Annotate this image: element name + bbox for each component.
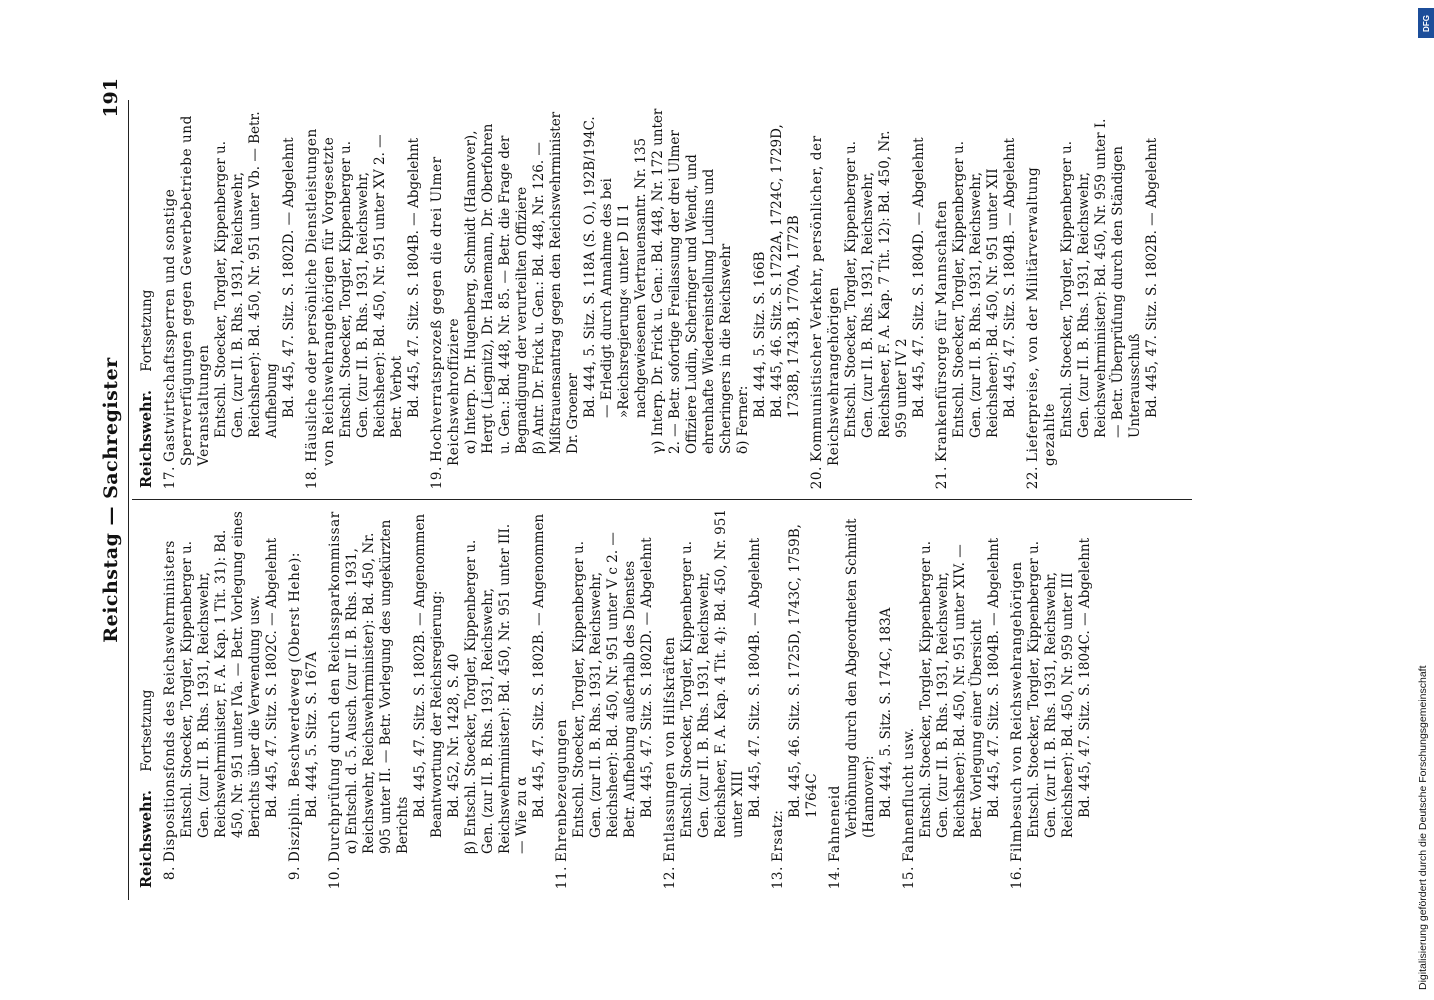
index-entry: [1025, 108, 1161, 488]
entry-title: Disziplin. Beschwerdeweg (Oberst Hehe):: [287, 552, 303, 862]
index-entry: [770, 508, 821, 888]
entry-reference: Bd. 445, 46. Sitz. S. 1725D, 1743C, 1759B, 1764C: [787, 524, 820, 818]
page-number: 191: [100, 78, 122, 118]
entry-title-row: [770, 508, 787, 888]
entry-reference: Bd. 444, 5. Sitz. S. 118A (S. O.), 192B/194C. — Erledigt durch Annahme des bei »Reichsregierung« unter D II 1 nachgewiesenen Vertrauensantr. Nr. 135: [582, 116, 649, 418]
entry-number: 10.: [327, 866, 343, 890]
entry-title: Häusliche oder persönliche Dienstleistungen von Reichswehrangehörigen für Vorgesetzte: [304, 128, 337, 466]
entry-number: 16.: [1009, 866, 1025, 890]
column-rule: [132, 499, 1192, 500]
entry-title-row: [162, 108, 213, 488]
index-entry: [934, 108, 1019, 488]
entry-reference: Bd. 445, 47. Sitz. S. 1802D. — Abgelehnt: [639, 537, 655, 818]
entry-line: Entschl. Stoecker, Torgler, Kippenberger u. Gen. (zur II. B. Rhs. 1931, Reichswehr, Reichsheer): Bd. 450, Nr. 951 unter XII: [951, 141, 1001, 438]
entry-number: 14.: [827, 866, 843, 890]
entry-title-row: [1009, 508, 1026, 888]
entry-title-row: [1025, 108, 1059, 488]
index-entry: [901, 508, 1003, 888]
digitization-note: Digitalisierung gefördert durch die Deutsche Forschungsgemeinschaft: [1417, 665, 1429, 990]
header-rule: [128, 100, 129, 900]
entry-title: Fahneneid: [827, 785, 843, 862]
index-entry: [304, 108, 423, 488]
entry-title-row: [554, 508, 571, 888]
dfg-logo: [1418, 8, 1434, 38]
entry-title-row: [287, 508, 304, 888]
entry-number: 22.: [1025, 466, 1041, 490]
left-column-heading-row: [138, 508, 156, 888]
entry-title: Lieferpreise, von der Militärverwaltung gezahlte: [1025, 166, 1058, 466]
entry-number: 13.: [770, 866, 786, 890]
entry-number: 11.: [554, 866, 570, 890]
entry-title-row: [809, 108, 843, 488]
left-column: [138, 508, 1094, 888]
entry-number: 19.: [429, 466, 445, 490]
entry-line: Entschl. Stoecker, Torgler, Kippenberger u. Gen. (zur II. B. Rhs. 1931, Reichswehr, Reichsheer): Bd. 450, Nr. 951 unter V c 2. — Betr. Aufhebung außerhalb des Dienstes: [571, 532, 638, 838]
entry-line: α) Entschl. d. 5. Ausch. (zur II. B. Rhs. 1931, Reichswehr, Reichswehrminister): Bd. 450, Nr. 905 unter II. — Betr. Vorlegung des ungekürzten Berichts: [344, 519, 411, 854]
index-entry: [162, 108, 298, 488]
entry-line: Entschl. Stoecker, Torgler, Kippenberger u. Gen. (zur II. B. Rhs. 1931, Reichswehr, Reichsheer): Bd. 450, Nr. 959 unter III: [1026, 541, 1076, 838]
entry-reference: Bd. 445, 47. Sitz. S. 1804B. — Abgelehnt: [1002, 137, 1018, 418]
entry-reference: Bd. 445, 47. Sitz. S. 1804D. — Abgelehnt: [911, 137, 927, 418]
entry-number: 9.: [287, 866, 303, 881]
entry-number: 8.: [162, 866, 178, 881]
entry-reference: Bd. 445, 47. Sitz. S. 1802B. — Abgelehnt: [1144, 137, 1160, 418]
entry-title-row: [827, 508, 844, 888]
entry-reference: Bd. 445, 47. Sitz. S. 1802D. — Abgelehnt: [281, 137, 297, 418]
entry-title: Entlassungen von Hilfskräften: [662, 636, 678, 862]
entry-line: Entschl. Stoecker, Torgler, Kippenberger u. Gen. (zur II. B. Rhs. 1931, Reichswehr, Reichswehrminister): Bd. 450, Nr. 959 unter I. — Betr. Überprüfung durch den Ständigen Unterausschuß: [1059, 118, 1143, 438]
entry-number: 20.: [809, 466, 825, 490]
right-column: [138, 108, 1161, 488]
entry-reference: Bd. 444, 5. Sitz. S. 174C, 183A: [878, 607, 894, 818]
running-head: Reichstag — Sachregister: [100, 357, 122, 643]
entry-number: 15.: [901, 866, 917, 890]
entry-title: Gastwirtschaftssperren und sonstige Sperrverfügungen gegen Gewerbebetriebe und Veranstaltungen: [162, 115, 212, 466]
entry-line: δ) Ferner:: [735, 385, 751, 454]
entry-reference: Bd. 445, 47. Sitz. S. 1804B. — Abgelehnt: [406, 137, 422, 418]
entry-reference: Bd. 445, 47. Sitz. S. 1804B. — Abgelehnt: [747, 537, 763, 818]
index-entry: [662, 508, 764, 888]
entry-title: Dispositionsfonds des Reichswehrministers: [162, 540, 178, 862]
entry-reference: Bd. 445, 47. Sitz. S. 1802B. — Angenommen: [531, 513, 547, 818]
entry-line: Entschl. Stoecker, Torgler, Kippenberger u. Gen. (zur II. B. Rhs. 1931, Reichswehr, Reichsheer, F. A. Kap. 7 Tit. 12): Bd. 450, Nr. 959 unter IV 2: [843, 130, 910, 438]
entry-number: 17.: [162, 466, 178, 490]
right-column-heading-row: [138, 108, 156, 488]
entry-title-row: [327, 508, 344, 888]
entry-line: Entschl. Stoecker, Torgler, Kippenberger u. Gen. (zur II. B. Rhs. 1931, Reichswehr, Reichsheer): Bd. 450, Nr. 951 unter XIV. — Betr. Vorlegung einer Übersicht: [918, 541, 985, 838]
index-entry: [1009, 508, 1094, 888]
entry-title-row: [901, 508, 918, 888]
entry-number: 12.: [662, 866, 678, 890]
entry-title-row: [662, 508, 679, 888]
left-column-heading: Reichswehr.: [138, 790, 155, 888]
entry-title: Ehrenbezeugungen: [554, 718, 570, 862]
entry-reference: Bd. 445, 47. Sitz. S. 1804B. — Abgelehnt: [986, 537, 1002, 818]
right-column-continuation: Fortsetzung: [139, 289, 155, 372]
entry-line: Entschl. Stoecker, Torgler, Kippenberger u. Gen. (zur II. B. Rhs. 1931, Reichswehr, Reichswehrminister, F. A. Kap. 1 Tit. 31): Bd. 450, Nr. 951 unter IVa. — Betr. Vorlegung eines Berichts über die Verwendung usw.: [179, 511, 263, 838]
dfg-logo-text: DFG: [1421, 14, 1431, 32]
entry-title: Fahnenflucht usw.: [901, 727, 917, 862]
entry-reference: Bd. 452, Nr. 1428, S. 40: [446, 653, 462, 818]
entry-title: Hochverratsprozeß gegen die drei Ulmer Reichswehroffiziere: [429, 156, 462, 466]
index-entry: [554, 508, 656, 888]
entry-number: 21.: [934, 466, 950, 490]
entry-line: Entschl. Stoecker, Torgler, Kippenberger u. Gen. (zur II. B. Rhs. 1931, Reichswehr, Reichsheer): Bd. 450, Nr. 951 unter XV 2. — Betr. Verbot: [338, 134, 405, 438]
entry-reference: Bd. 445, 46. Sitz. S. 1722A, 1724C, 1729D, 1738B, 1743B, 1770A, 1772B: [769, 124, 802, 418]
index-entry: [287, 508, 321, 888]
entry-line: Beantwortung der Reichsregierung:: [429, 590, 445, 838]
entry-line: α) Interp. Dr. Hugenberg, Schmidt (Hannover), Hergt (Liegnitz), Dr. Hanemann, Dr. Oberfohren u. Gen.: Bd. 448, Nr. 85. — Betr. die Frage der Begnadigung der verurteilten Offiziere: [463, 123, 530, 454]
entry-reference: Bd. 444, 5. Sitz. S. 166B: [752, 251, 768, 418]
index-entry: [162, 508, 281, 888]
index-entry: [429, 108, 803, 488]
index-entry: [827, 508, 895, 888]
entry-line: Entschl. Stoecker, Torgler, Kippenberger u. Gen. (zur II. B. Rhs. 1931, Reichswehr, Reichsheer): Bd. 450, Nr. 951 unter Vb. — Betr. Aufhebung: [213, 111, 280, 438]
entry-title: Filmbesuch von Reichswehrangehörigen: [1009, 561, 1025, 862]
entry-title-row: [162, 508, 179, 888]
entry-title-row: [934, 108, 951, 488]
entry-reference: Bd. 445, 47. Sitz. S. 1802C. — Abgelehnt: [264, 537, 280, 818]
entry-reference: Bd. 444, 5. Sitz. S. 167A: [304, 651, 320, 818]
entry-line: Verhöhnung durch den Abgeordneten Schmidt (Hannover):: [844, 518, 877, 838]
left-column-continuation: Fortsetzung: [139, 689, 155, 772]
entry-title-row: [429, 108, 463, 488]
entry-reference: Bd. 445, 47. Sitz. S. 1802B. — Angenommen: [412, 513, 428, 818]
right-column-heading: Reichswehr.: [138, 390, 155, 488]
entry-number: 18.: [304, 466, 320, 490]
entry-title: Kommunistischer Verkehr, persönlicher, der Reichswehrangehörigen: [809, 135, 842, 466]
entry-title: Krankenfürsorge für Mannschaften: [934, 200, 950, 462]
index-entry: [327, 508, 548, 888]
entry-line: Entschl. Stoecker, Torgler, Kippenberger u. Gen. (zur II. B. Rhs. 1931, Reichswehr, Reichsheer, F. A. Kap. 4 Tit. 4): Bd. 450, Nr. 951 unter XIII: [679, 509, 746, 838]
entry-title: Ersatz:: [770, 809, 786, 862]
index-entry: [809, 108, 928, 488]
entry-line: β) Entschl. Stoecker, Torgler, Kippenberger u. Gen. (zur II. B. Rhs. 1931, Reichswehr, Reichswehrminister): Bd. 450, Nr. 951 unter III. — Wie zu α: [463, 523, 530, 854]
entry-title: Durchprüfung durch den Reichssparkommissar: [327, 511, 343, 862]
entry-title-row: [304, 108, 338, 488]
entry-line: β) Antr. Dr. Frick u. Gen.: Bd. 448, Nr. 126. — Mißtrauensantrag gegen den Reichswehrminister Dr. Groener: [531, 111, 581, 454]
entry-line: γ) Interp. Dr. Frick u. Gen.: Bd. 448, Nr. 172 unter 2. — Betr. sofortige Freilassung der drei Ulmer Offiziere Ludin, Scheringer und Wendt, und ehrenhafte Wiedereinstellung Ludins und Scheringers in die Reichswehr: [650, 108, 734, 454]
entry-reference: Bd. 445, 47. Sitz. S. 1804C. — Abgelehnt: [1077, 537, 1093, 818]
